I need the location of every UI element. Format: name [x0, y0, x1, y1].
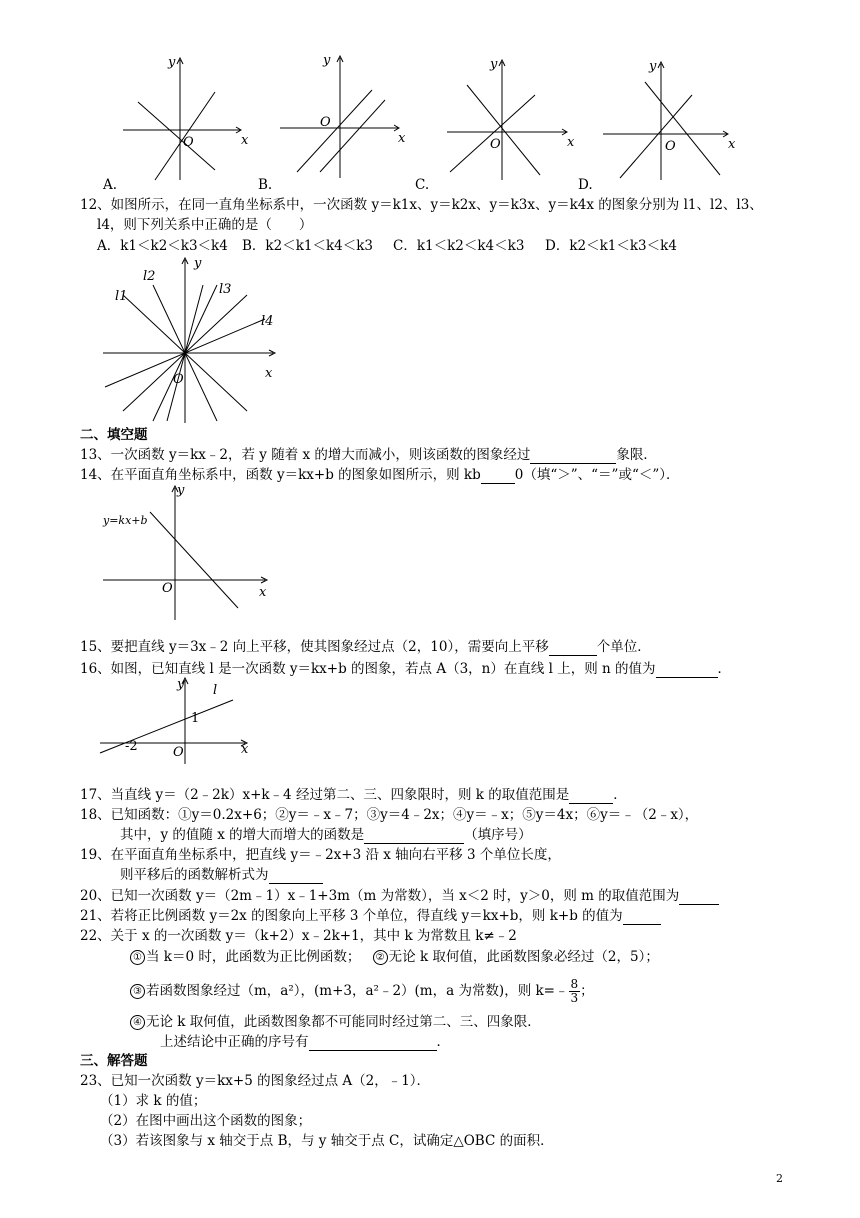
q22-statement-4: ④ 无论 k 取何值，此函数图象都不可能同时经过第二、三、四象限．: [130, 1013, 541, 1031]
q19-line1: 19、在平面直角坐标系中，把直线 y＝﹣2x+3 沿 x 轴向右平移 3 个单位长度，: [80, 847, 561, 863]
option-a-label: A.: [103, 177, 118, 193]
graph-a-y: y: [168, 55, 176, 70]
q16-o: O: [173, 745, 184, 760]
graph-a-o: O: [183, 135, 194, 150]
q16-text: 16、如图，已知直线 l 是一次函数 y＝kx+b 的图象，若点 A（3，n）在直线 l 上，则 n 的值为 ．: [80, 661, 732, 677]
q22-frac-num: 8: [570, 977, 579, 991]
section-3-title: 三、解答题: [80, 1053, 148, 1069]
q14-graph: [95, 484, 275, 624]
q12-option-b: B．k2＜k1＜k4＜k3: [242, 238, 373, 254]
q23-line1: 23、已知一次函数 y＝kx+5 的图象经过点 A（2，﹣1）．: [80, 1073, 431, 1089]
q16-intercept: 1: [191, 711, 200, 726]
q14-y: y: [177, 484, 185, 498]
q14-o: O: [162, 581, 173, 596]
q19-line2: 则平移后的函数解析式为: [120, 866, 323, 884]
graph-b-x: x: [398, 131, 406, 146]
section-2-title: 二、填空题: [80, 427, 148, 443]
q23-part2: （2）在图中画出这个函数的图象；: [100, 1113, 312, 1129]
graph-a: [123, 58, 241, 180]
graph-d-x: x: [728, 137, 736, 152]
q22-frac-den: 3: [570, 991, 579, 1005]
q22-mark-2: ②: [373, 950, 388, 965]
q16-root: -2: [125, 739, 138, 754]
graph-b-y: y: [323, 53, 331, 68]
q12-graph: [95, 255, 285, 425]
graph-c: [447, 60, 567, 180]
graph-a-x: x: [241, 133, 249, 148]
q22-statement-1-2: ① 当 k＝0 时，此函数为正比例函数； ② 无论 k 取何值，此函数图象必经过（2，5）；: [130, 948, 659, 966]
q23-part1: （1）求 k 的值；: [100, 1093, 207, 1109]
q14-text: 14、在平面直角坐标系中，函数 y＝kx+b 的图象如图所示，则 kb 0（填“＞”、“＝”或“＜”）．: [80, 467, 680, 483]
q12-l2: l2: [143, 269, 156, 284]
q21-text: 21、若将正比例函数 y＝2x 的图象向上平移 3 个单位，得直线 y＝kx+b，则 k+b 的值为: [80, 907, 661, 925]
graph-c-y: y: [490, 57, 498, 72]
q16-x: x: [241, 742, 249, 757]
q16-y: y: [177, 677, 185, 692]
graph-d-o: O: [665, 139, 676, 154]
q17-text: 17、当直线 y＝（2﹣2k）x+k﹣4 经过第二、三、四象限时，则 k 的取值范围是 ．: [80, 787, 627, 803]
q12-x: x: [265, 366, 273, 381]
graph-b-o: O: [320, 115, 331, 130]
q12-option-d: D．k2＜k1＜k3＜k4: [545, 238, 677, 254]
q13-text: 13、一次函数 y＝kx﹣2，若 y 随着 x 的增大而减小，则该函数的图象经过 象限．: [80, 447, 657, 463]
q12-o: O: [173, 372, 184, 387]
q12-l4: l4: [261, 314, 274, 329]
q18-line2: 其中，y 的值随 x 的增大而增大的函数是 （填序号）: [120, 827, 532, 843]
q12-y: y: [194, 256, 202, 271]
q22-conclusion: 上述结论中正确的序号有 ．: [160, 1034, 450, 1050]
option-d-label: D.: [578, 177, 593, 193]
q12-option-a: A．k1＜k2＜k3＜k4: [97, 238, 228, 254]
graph-d-y: y: [649, 59, 657, 74]
option-b-label: B.: [258, 177, 273, 193]
q22-mark-3: ③: [130, 984, 145, 999]
graph-c-x: x: [567, 135, 575, 150]
q12-line1: 12、如图所示，在同一直角坐标系中，一次函数 y＝k1x、y＝k2x、y＝k3x、y＝k4x 的图象分别为 l1、l2、l3、: [80, 197, 763, 213]
page-number: 2: [776, 1172, 783, 1185]
q23-part3: （3）若该图象与 x 轴交于点 B，与 y 轴交于点 C，试确定△OBC 的面积．: [100, 1133, 554, 1149]
q15-text: 15、要把直线 y＝3x﹣2 向上平移，使其图象经过点（2，10），需要向上平移 个单位．: [80, 639, 651, 655]
q14-x: x: [259, 585, 267, 600]
q22-mark-1: ①: [130, 950, 145, 965]
graph-d: [603, 62, 728, 180]
answer-graphs-row: [0, 0, 860, 195]
q12-option-c: C．k1＜k2＜k4＜k3: [393, 238, 525, 254]
graph-b: [280, 56, 399, 178]
q20-text: 20、已知一次函数 y＝（2m﹣1）x﹣1+3m（m 为常数），当 x＜2 时，y＞0，则 m 的取值范围为: [80, 887, 719, 905]
q12-l3: l3: [219, 282, 232, 297]
q18-line1: 18、已知函数：①y＝0.2x+6；②y＝﹣x﹣7；③y＝4﹣2x；④y＝﹣x；⑤y＝4x；⑥y＝﹣（2﹣x），: [80, 807, 699, 823]
q22-mark-4: ④: [130, 1015, 145, 1030]
q12-l1: l1: [115, 289, 128, 304]
q16-l: l: [213, 683, 218, 698]
q14-equation: y=kx+b: [103, 514, 148, 527]
q12-line2: l4，则下列关系中正确的是（ ）: [97, 217, 313, 233]
q22-line1: 22、关于 x 的一次函数 y＝（k+2）x﹣2k+1，其中 k 为常数且 k≠﹣2: [80, 928, 517, 944]
option-c-label: C.: [415, 177, 430, 193]
q22-statement-3: ③ 若函数图象经过（m，a²），(m+3，a²﹣2）(m，a 为常数)，则 k=﹣ $\frac{8}{3}$ ；: [130, 978, 594, 1005]
graph-c-o: O: [490, 137, 501, 152]
q16-graph: [95, 676, 255, 766]
